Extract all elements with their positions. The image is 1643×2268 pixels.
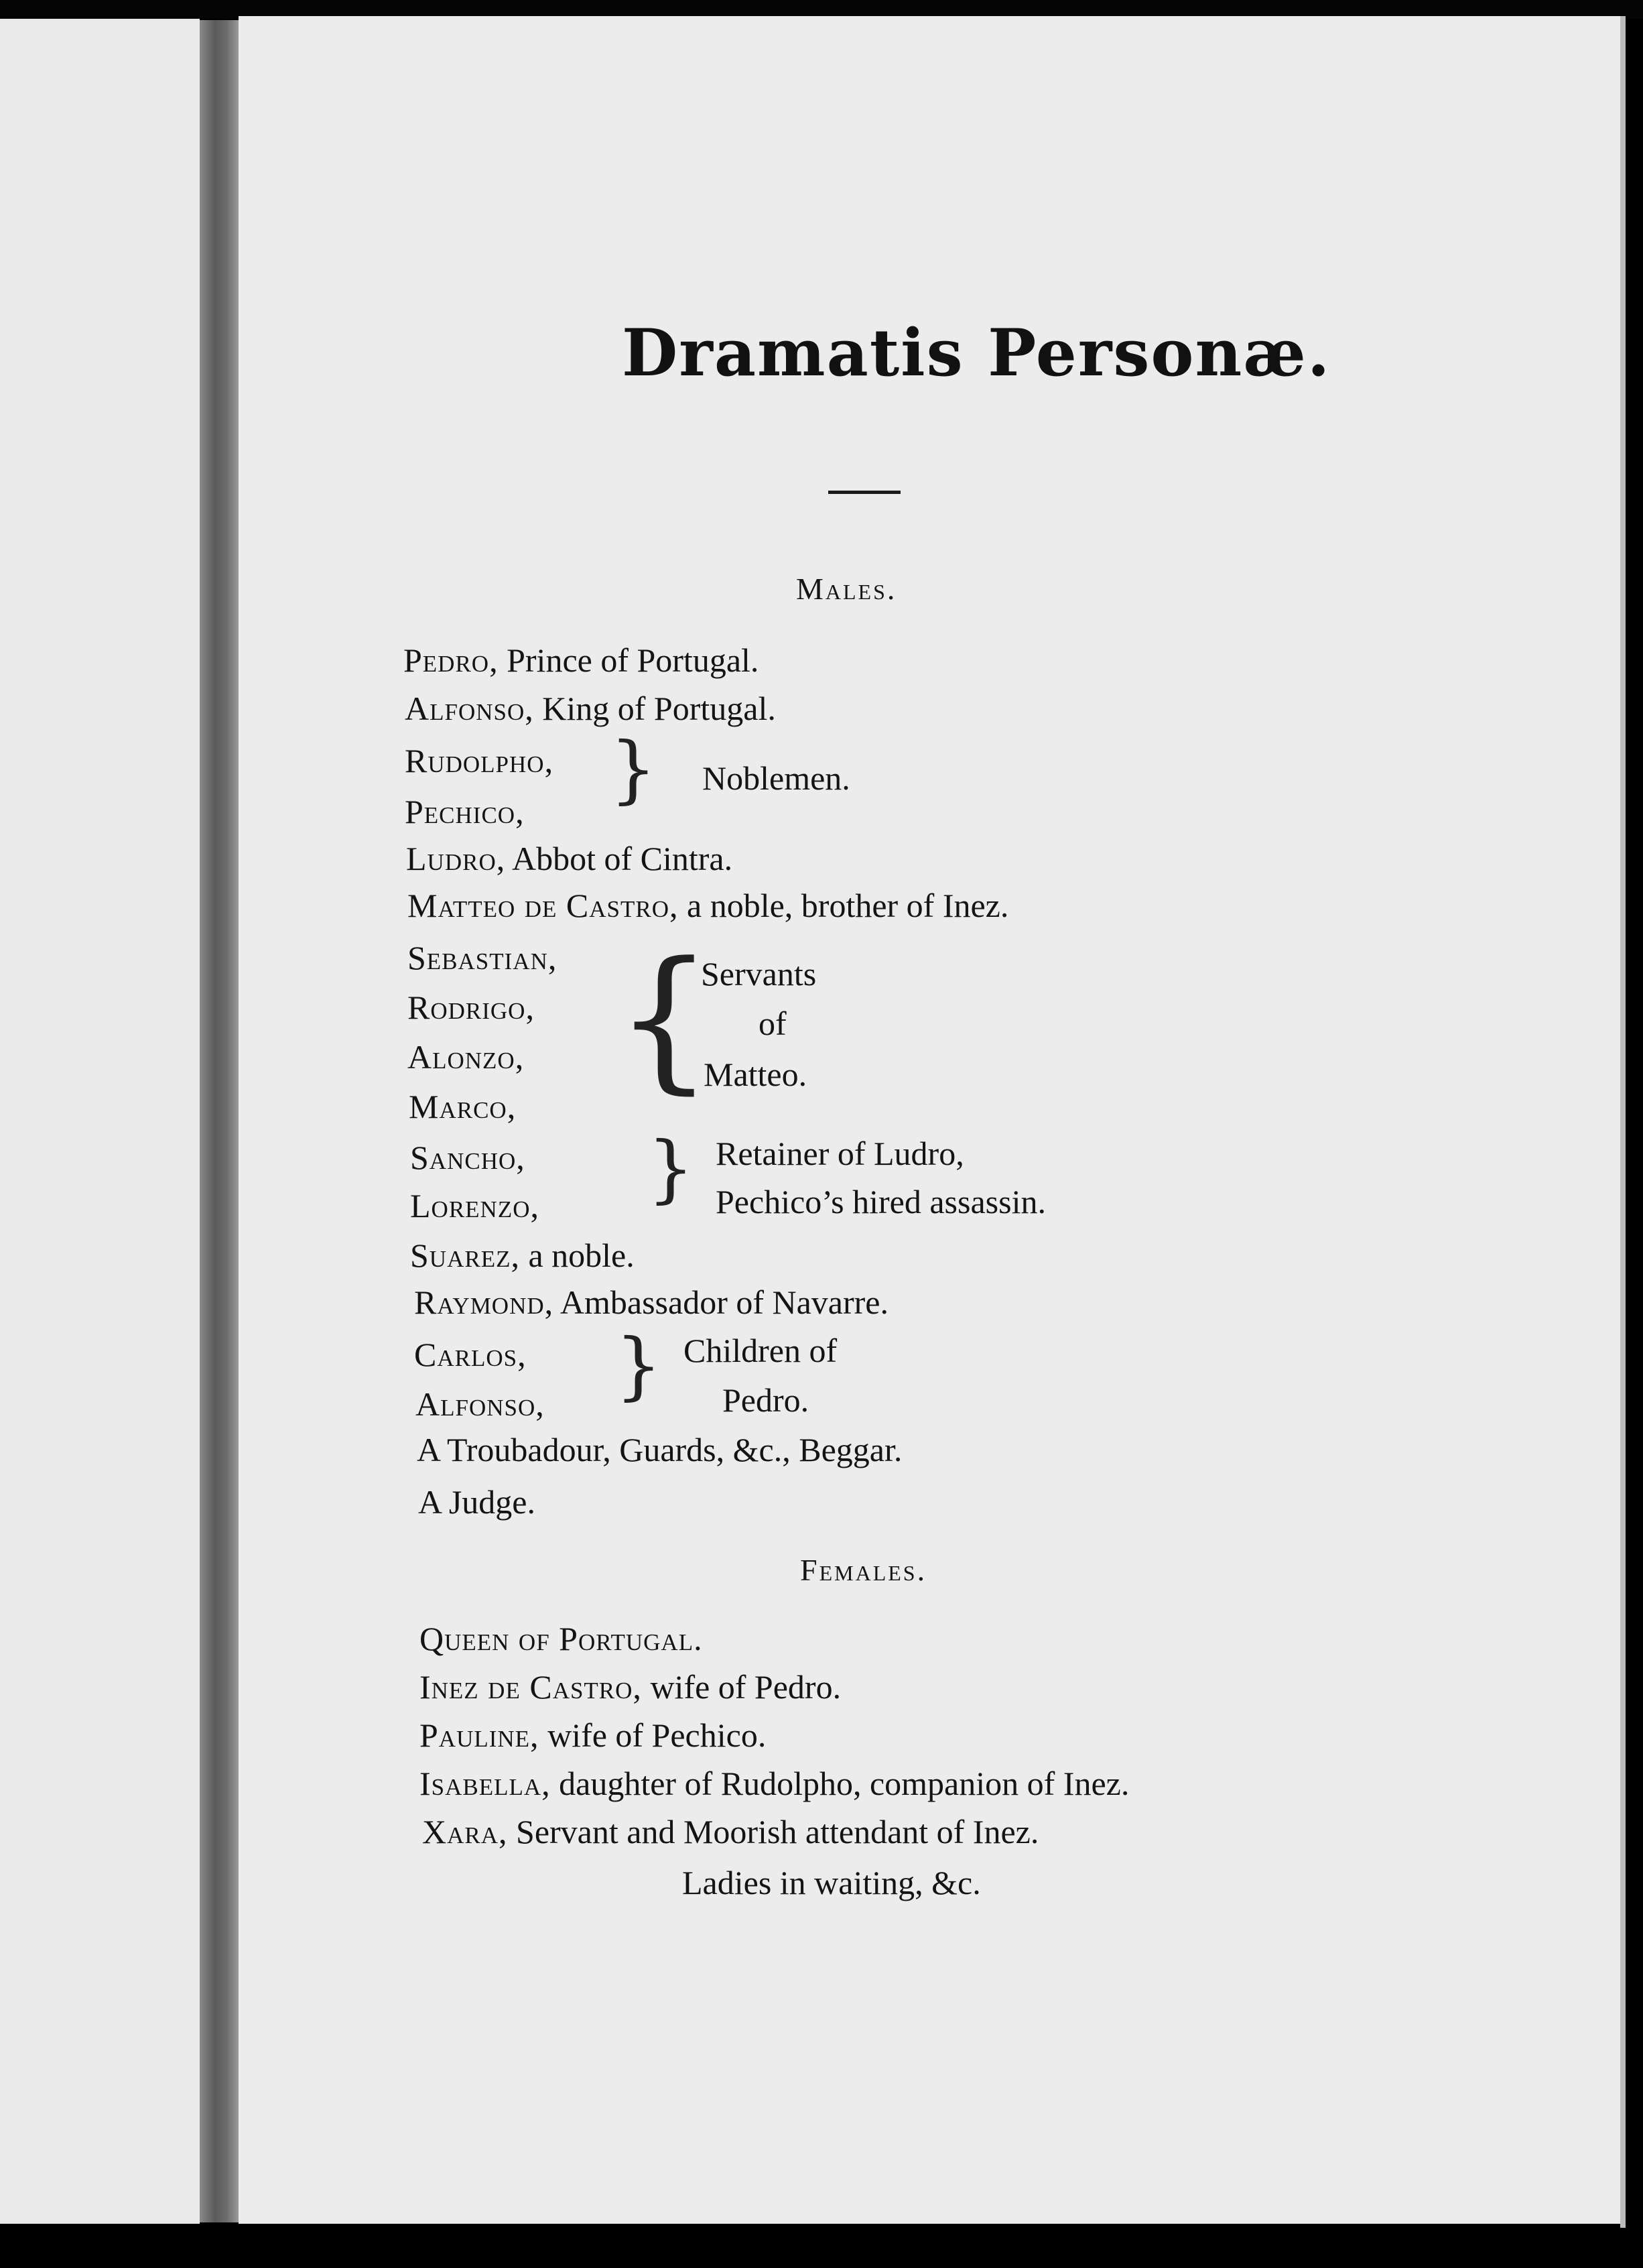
cast-isabella xyxy=(419,1767,1129,1800)
brace-icon: } xyxy=(615,1322,662,1408)
males-heading: Males. xyxy=(796,572,897,606)
character-desc: Servant and Moorish attendant of Inez. xyxy=(516,1813,1039,1850)
retainers-desc-2: Pechico’s hired assassin. xyxy=(716,1183,1046,1220)
character-desc: Abbot of Cintra. xyxy=(511,840,733,877)
cast-marco: Marco, xyxy=(409,1088,517,1125)
character-name: Suarez, xyxy=(410,1237,520,1274)
cast-sancho: Sancho, xyxy=(410,1139,525,1176)
character-name: Pedro, xyxy=(403,641,499,679)
character-name: Ludro, xyxy=(406,840,506,877)
servants-desc-3: Matteo. xyxy=(704,1056,807,1093)
page-right-edge xyxy=(1620,16,1626,2228)
brace-icon: } xyxy=(610,726,657,812)
cast-others: A Troubadour, Guards, &c., Beggar. xyxy=(417,1431,903,1468)
cast-rodrigo: Rodrigo, xyxy=(407,989,535,1026)
character-name: Isabella, xyxy=(419,1765,551,1802)
cast-pechico: Pechico, xyxy=(405,793,525,830)
character-name: Inez de Castro, xyxy=(419,1668,642,1706)
cast-suarez xyxy=(410,1239,635,1272)
character-name: Matteo de Castro, xyxy=(407,887,679,924)
servants-desc-1: Servants xyxy=(701,955,817,993)
character-desc: Ambassador of Navarre. xyxy=(560,1283,889,1321)
character-desc: wife of Pechico. xyxy=(547,1716,767,1754)
cast-xara xyxy=(422,1815,1039,1848)
cast-alfonso-child: Alfonso, xyxy=(415,1385,545,1423)
children-desc-1: Children of xyxy=(683,1332,838,1369)
book-gutter xyxy=(200,20,239,2222)
cast-judge: A Judge. xyxy=(418,1483,535,1521)
character-desc: a noble, brother of Inez. xyxy=(687,887,1009,924)
retainers-desc-1: Retainer of Ludro, xyxy=(716,1135,964,1172)
servants-desc-2: of xyxy=(759,1005,787,1042)
noblemen-desc: Noblemen. xyxy=(702,759,850,797)
cast-alonzo: Alonzo, xyxy=(407,1038,525,1076)
character-desc: Prince of Portugal. xyxy=(507,641,759,679)
cast-pauline xyxy=(419,1718,766,1752)
brace-icon: { xyxy=(615,930,714,1109)
character-name: Pauline, xyxy=(419,1716,539,1754)
cast-raymond xyxy=(414,1285,889,1319)
brace-icon: } xyxy=(647,1125,694,1211)
cast-sebastian: Sebastian, xyxy=(407,939,557,976)
character-desc: King of Portugal. xyxy=(542,690,776,727)
cast-queen: Queen of Portugal. xyxy=(419,1620,703,1657)
cast-ladies: Ladies in waiting, &c. xyxy=(682,1864,981,1901)
character-desc: a noble. xyxy=(528,1237,635,1274)
character-desc: daughter of Rudolpho, companion of Inez. xyxy=(559,1765,1130,1802)
character-name: Raymond, xyxy=(414,1283,554,1321)
character-name: Xara, xyxy=(422,1813,508,1850)
cast-rudolpho: Rudolpho, xyxy=(405,742,554,779)
title-text: Dramatis Personæ. xyxy=(622,315,1331,391)
cast-pedro xyxy=(403,643,759,677)
cast-inez xyxy=(419,1670,841,1704)
left-page-leaf xyxy=(0,19,200,2224)
cast-carlos: Carlos, xyxy=(414,1336,527,1373)
females-heading: Females. xyxy=(800,1553,927,1587)
cast-alfonso-king xyxy=(405,692,776,725)
cast-lorenzo: Lorenzo, xyxy=(410,1187,539,1224)
children-desc-2: Pedro. xyxy=(722,1381,809,1419)
cast-ludro xyxy=(406,842,732,875)
cast-matteo xyxy=(407,889,1008,922)
character-desc: wife of Pedro. xyxy=(650,1668,842,1706)
character-name: Alfonso, xyxy=(405,690,534,727)
page-title xyxy=(622,315,1331,422)
title-rule xyxy=(828,491,901,494)
